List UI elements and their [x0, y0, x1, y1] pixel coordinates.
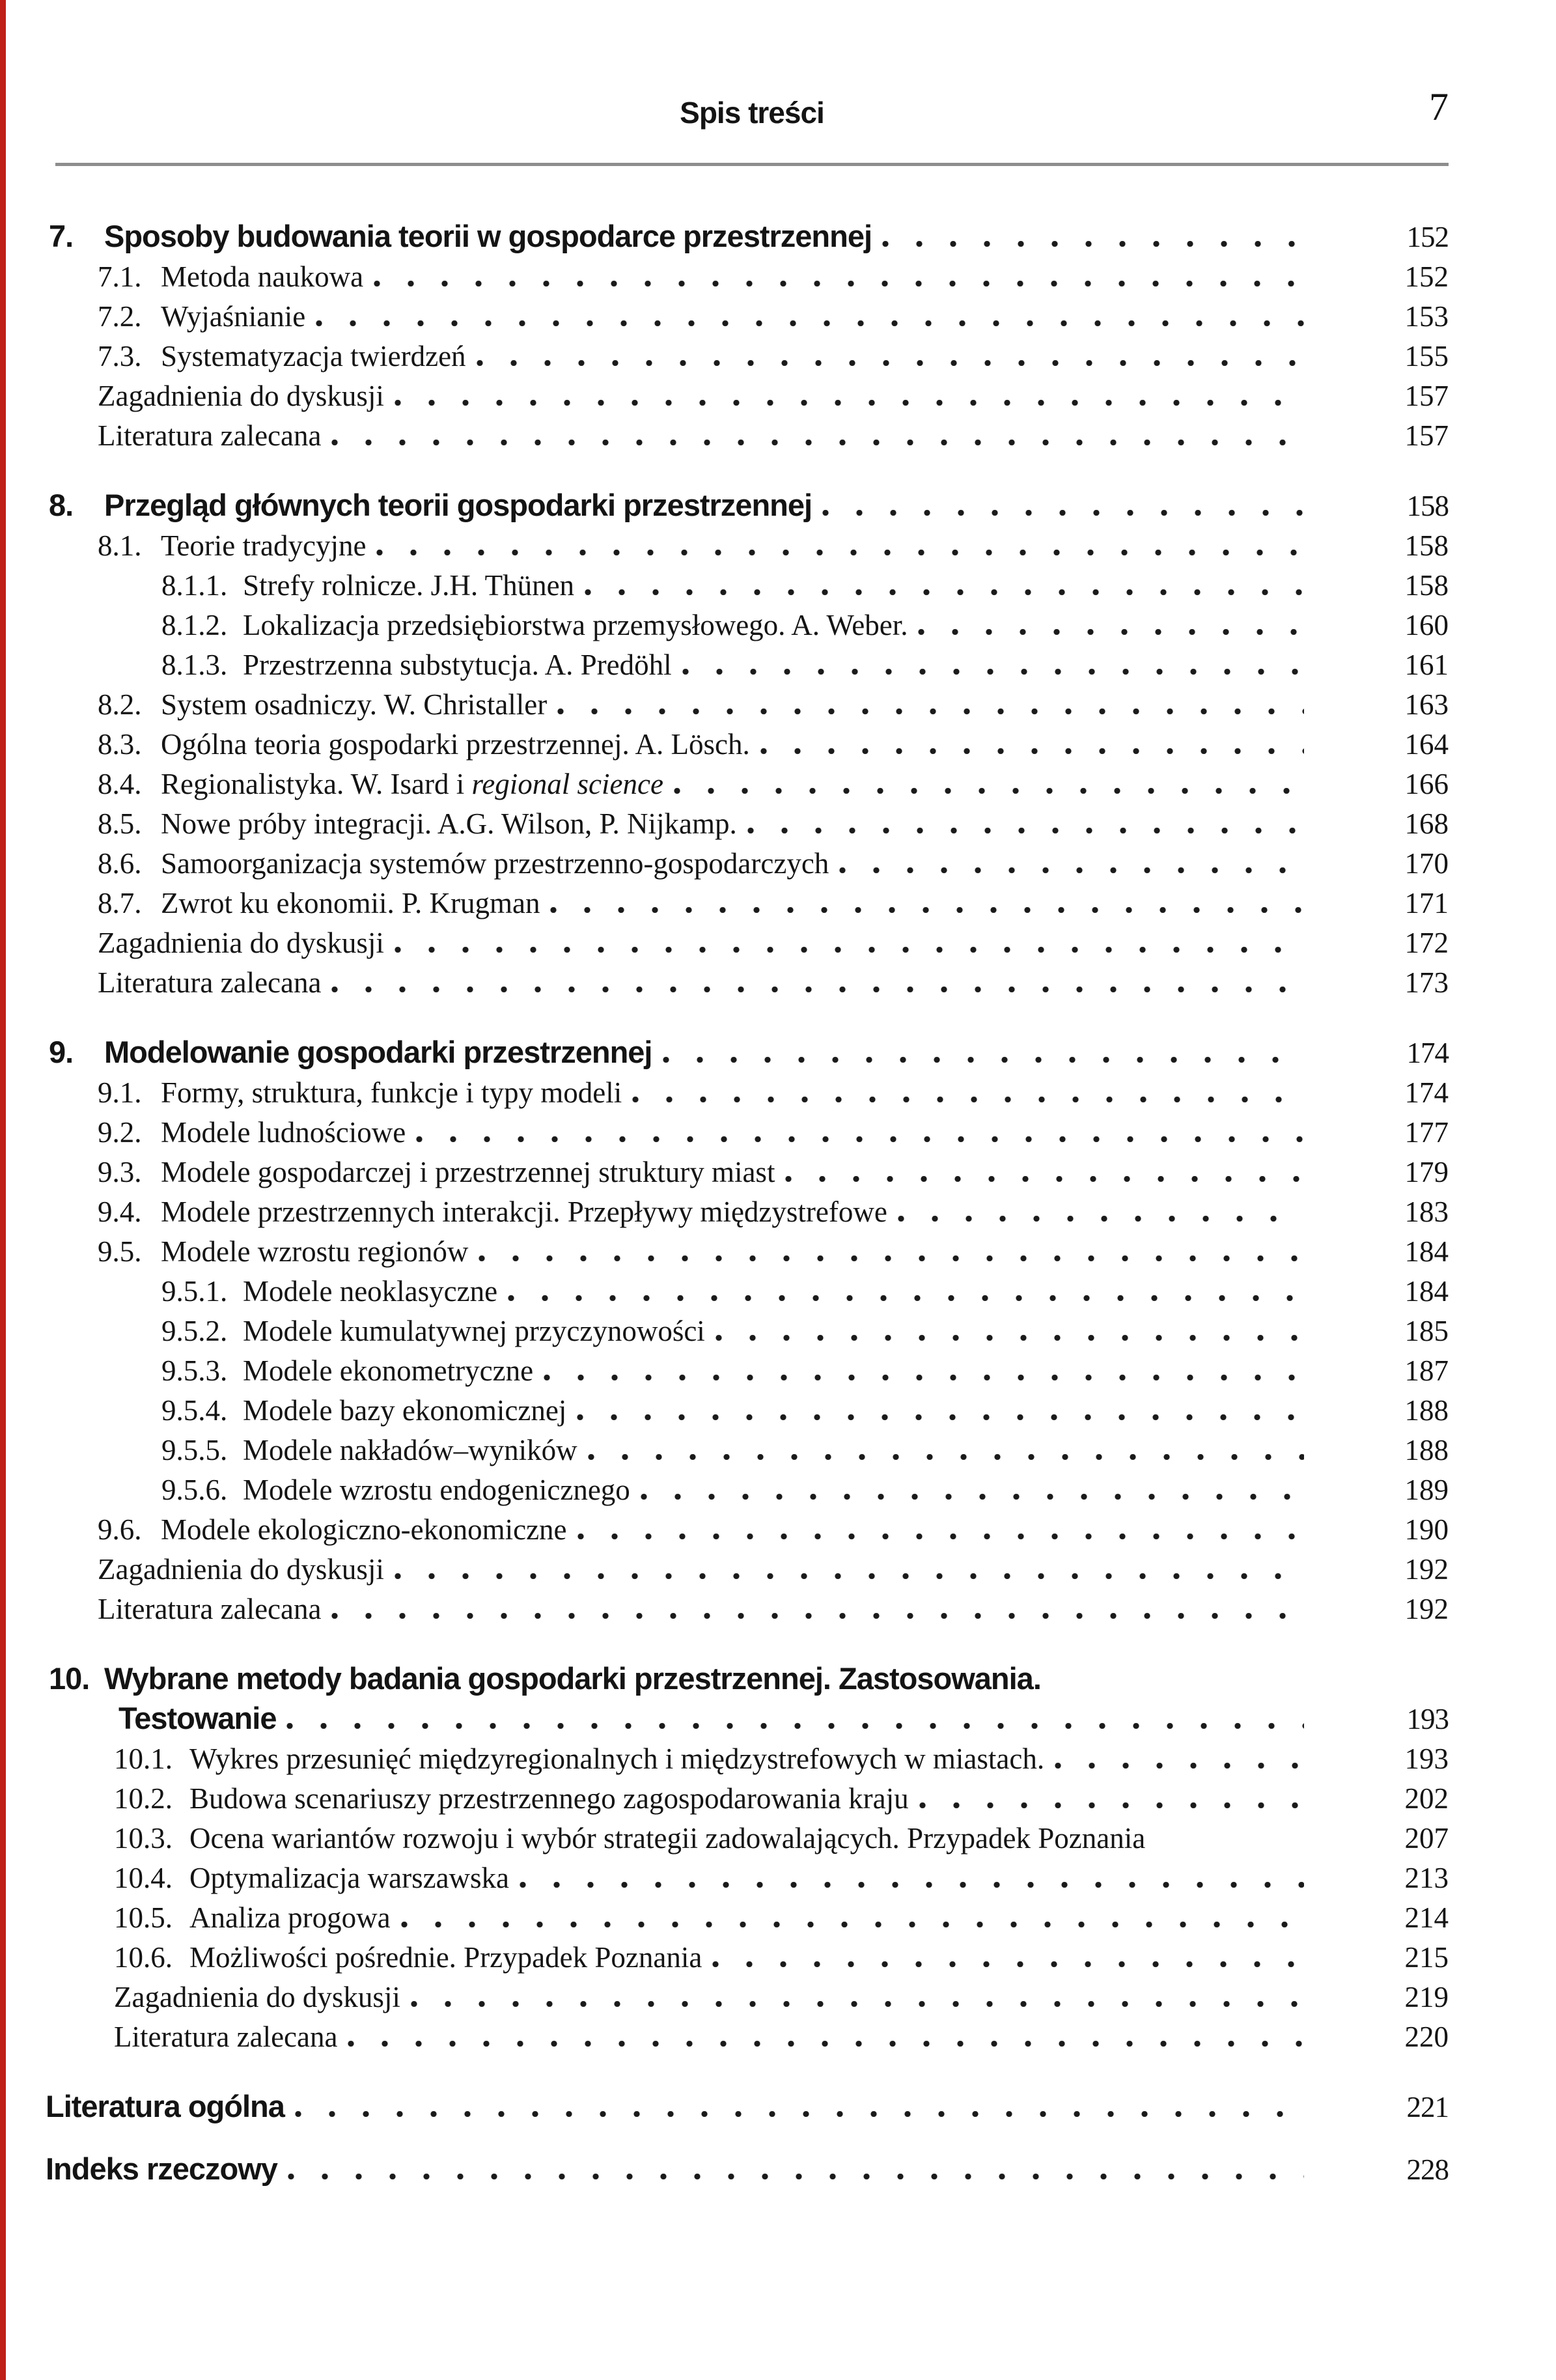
entry-label: Modele ekologiczno-ekonomiczne [161, 1513, 567, 1546]
entry-number: 10.4. [114, 1862, 173, 1894]
toc-row [0, 1032, 1449, 1073]
entry-label: Metoda naukowa [161, 260, 364, 293]
entry-page-number: 158 [1404, 569, 1449, 602]
entry-page-number: 184 [1404, 1275, 1449, 1308]
toc-row [0, 1898, 1449, 1938]
leader-dots [839, 867, 1304, 873]
toc-row [0, 1153, 1449, 1192]
leader-dots [477, 360, 1304, 366]
entry-page-number: 173 [1404, 966, 1449, 999]
toc-row [0, 526, 1449, 566]
entry-label: Modele nakładów–wyników [243, 1434, 577, 1466]
toc-row [0, 2017, 1449, 2057]
toc-row [0, 1550, 1449, 1589]
entry-page-number: 158 [1406, 490, 1449, 522]
leader-dots [882, 241, 1304, 247]
toc-row [0, 1232, 1449, 1272]
leader-dots [401, 1922, 1304, 1927]
leader-dots [508, 1295, 1304, 1301]
entry-number: 7. [49, 219, 74, 253]
entry-label: Przegląd głównych teorii gospodarki przestrzennej [104, 488, 813, 522]
entry-label: Systematyzacja twierdzeń [161, 340, 466, 372]
entry-number: 9. [49, 1035, 74, 1069]
toc-row [0, 844, 1449, 884]
leader-dots [715, 1335, 1304, 1341]
leader-dots [395, 1573, 1304, 1579]
leader-dots [785, 1176, 1304, 1182]
table-of-contents [0, 216, 1449, 2190]
entry-number: 9.4. [98, 1196, 142, 1228]
entry-label: Modele bazy ekonomicznej [243, 1394, 567, 1427]
entry-page-number: 188 [1404, 1434, 1449, 1466]
entry-page-number: 213 [1404, 1862, 1449, 1894]
entry-page-number: 190 [1404, 1513, 1449, 1546]
entry-page-number: 152 [1404, 260, 1449, 293]
toc-row [0, 1858, 1449, 1898]
toc-row [0, 1659, 1449, 1698]
leader-dots [550, 907, 1304, 913]
entry-label: Strefy rolnicze. J.H. Thünen [243, 569, 575, 602]
leader-dots [663, 1057, 1305, 1063]
entry-number: 8.1.1. [161, 569, 228, 602]
entry-number: 9.1. [98, 1076, 142, 1109]
toc-row [0, 1779, 1449, 1819]
toc-section [0, 216, 1449, 456]
entry-page-number: 163 [1404, 688, 1449, 721]
entry-page-number: 193 [1406, 1703, 1449, 1735]
entry-page-number: 221 [1406, 2091, 1449, 2123]
entry-label: Lokalizacja przedsiębiorstwa przemysłowego. A. Weber. [243, 609, 908, 641]
leader-dots [348, 2041, 1304, 2047]
toc-row [0, 804, 1449, 844]
leader-dots [760, 748, 1304, 754]
leader-dots [331, 440, 1304, 445]
entry-label: Zwrot ku ekonomii. P. Krugman [161, 887, 540, 919]
entry-label: Modele neoklasyczne [243, 1275, 498, 1308]
leader-dots [747, 828, 1304, 833]
entry-page-number: 193 [1404, 1743, 1449, 1775]
toc-row [0, 1113, 1449, 1153]
entry-page-number: 166 [1404, 768, 1449, 800]
entry-page-number: 161 [1404, 649, 1449, 681]
leader-dots [395, 947, 1304, 953]
entry-page-number: 153 [1404, 300, 1449, 333]
toc-row [0, 376, 1449, 416]
leader-dots [918, 629, 1304, 635]
entry-number: 10. [49, 1661, 90, 1696]
leader-dots [331, 987, 1304, 992]
toc-row [0, 1470, 1449, 1510]
entry-page-number: 192 [1404, 1593, 1449, 1625]
leader-dots [588, 1454, 1304, 1460]
leader-dots [316, 320, 1304, 326]
entry-page-number: 215 [1404, 1941, 1449, 1974]
entry-label: Modele kumulatywnej przyczynowości [243, 1315, 705, 1347]
entry-label: Indeks rzeczowy [46, 2151, 277, 2186]
entry-number: 8.5. [98, 807, 142, 840]
entry-page-number: 185 [1404, 1315, 1449, 1347]
toc-row [0, 645, 1449, 685]
header-page-number: 7 [1429, 85, 1449, 128]
entry-number: 9.5.4. [161, 1394, 228, 1427]
toc-row [0, 337, 1449, 376]
entry-number: 9.5.5. [161, 1434, 228, 1466]
entry-number: 8.1.3. [161, 649, 228, 681]
entry-label: Budowa scenariuszy przestrzennego zagospodarowania kraju [189, 1782, 909, 1815]
toc-row [0, 1311, 1449, 1351]
entry-page-number: 152 [1406, 221, 1449, 253]
leader-dots [712, 1961, 1304, 1967]
toc-row [0, 725, 1449, 764]
entry-label: Regionalistyka. W. Isard i regional science [161, 768, 663, 800]
toc-row [0, 1698, 1449, 1739]
entry-label: Literatura zalecana [114, 2021, 338, 2053]
entry-label: Ogólna teoria gospodarki przestrzennej. A. Lösch. [161, 728, 750, 761]
toc-row [0, 1351, 1449, 1391]
entry-label: Literatura zalecana [98, 1593, 322, 1625]
entry-number: 7.1. [98, 260, 142, 293]
toc-row [0, 1192, 1449, 1232]
entry-page-number: 174 [1406, 1037, 1449, 1069]
entry-page-number: 202 [1404, 1782, 1449, 1815]
toc-row [0, 216, 1449, 257]
entry-label: Modele ludnościowe [161, 1116, 406, 1149]
toc-row [0, 297, 1449, 337]
entry-number: 9.5.3. [161, 1354, 228, 1387]
entry-page-number: 179 [1404, 1156, 1449, 1188]
leader-dots [1055, 1763, 1304, 1769]
entry-number: 8.7. [98, 887, 142, 919]
entry-number: 10.5. [114, 1901, 173, 1934]
entry-number: 9.2. [98, 1116, 142, 1149]
entry-number: 8.1. [98, 529, 142, 562]
toc-row [0, 1073, 1449, 1113]
toc-row [0, 764, 1449, 804]
entry-page-number: 155 [1404, 340, 1449, 372]
entry-page-number: 207 [1404, 1822, 1449, 1855]
entry-page-number: 220 [1404, 2021, 1449, 2053]
entry-label: Wybrane metody badania gospodarki przestrzennej. Zastosowania. [104, 1661, 1041, 1696]
entry-number: 10.6. [114, 1941, 173, 1974]
entry-page-number: 157 [1404, 380, 1449, 412]
entry-page-number: 177 [1404, 1116, 1449, 1149]
leader-dots [395, 400, 1304, 406]
entry-label: Literatura ogólna [46, 2089, 285, 2123]
leader-dots [682, 669, 1304, 675]
leader-dots [374, 281, 1304, 287]
entry-label: Teorie tradycyjne [161, 529, 367, 562]
entry-number: 8.6. [98, 847, 142, 880]
entry-label: Zagadnienia do dyskusji [114, 1981, 400, 2013]
entry-page-number: 160 [1404, 609, 1449, 641]
entry-label: Ocena wariantów rozwoju i wybór strategii zadowalających. Przypadek Poznania [189, 1822, 1146, 1855]
entry-page-number: 192 [1404, 1553, 1449, 1586]
entry-page-number: 174 [1404, 1076, 1449, 1109]
entry-label: Testowanie [118, 1701, 277, 1735]
scan-edge-artifact [0, 0, 6, 2380]
entry-page-number: 228 [1406, 2153, 1449, 2186]
toc-row [0, 2086, 1449, 2127]
entry-label: Modele ekonometryczne [243, 1354, 534, 1387]
entry-label: Przestrzenna substytucja. A. Predöhl [243, 649, 672, 681]
entry-label: Sposoby budowania teorii w gospodarce przestrzennej [104, 219, 872, 253]
leader-dots [376, 550, 1304, 555]
leader-dots [919, 1802, 1304, 1808]
leader-dots [520, 1882, 1304, 1888]
entry-number: 10.1. [114, 1743, 173, 1775]
entry-number: 7.2. [98, 300, 142, 333]
entry-label: Literatura zalecana [98, 419, 322, 452]
leader-dots [577, 1414, 1304, 1420]
entry-number: 9.5.1. [161, 1275, 228, 1308]
toc-row [0, 1272, 1449, 1311]
entry-page-number: 187 [1404, 1354, 1449, 1387]
entry-page-number: 168 [1404, 807, 1449, 840]
entry-number: 9.5.6. [161, 1474, 228, 1506]
entry-label: Zagadnienia do dyskusji [98, 1553, 384, 1586]
entry-label: Analiza progowa [189, 1901, 391, 1934]
toc-section [0, 485, 1449, 1003]
entry-page-number: 183 [1404, 1196, 1449, 1228]
leader-dots [585, 589, 1304, 595]
entry-number: 9.6. [98, 1513, 142, 1546]
header-rule [55, 163, 1449, 166]
toc-row [0, 566, 1449, 606]
toc-row [0, 1978, 1449, 2017]
entry-page-number: 158 [1404, 529, 1449, 562]
entry-number: 8.3. [98, 728, 142, 761]
toc-row [0, 1589, 1449, 1629]
entry-number: 9.3. [98, 1156, 142, 1188]
leader-dots [557, 708, 1304, 714]
toc-row [0, 963, 1449, 1003]
page-title: Spis treści [680, 96, 824, 130]
entry-label: Wyjaśnianie [161, 300, 306, 333]
toc-row [0, 416, 1449, 456]
leader-dots [544, 1375, 1304, 1380]
entry-number: 7.3. [98, 340, 142, 372]
toc-row [0, 685, 1449, 725]
leader-dots [288, 2174, 1304, 2179]
toc-section [0, 1659, 1449, 2057]
entry-number: 8.4. [98, 768, 142, 800]
entry-label: Literatura zalecana [98, 966, 322, 999]
leader-dots [822, 510, 1304, 516]
entry-page-number: 157 [1404, 419, 1449, 452]
toc-row [0, 2149, 1449, 2190]
entry-label: Zagadnienia do dyskusji [98, 380, 384, 412]
entry-label: Modele wzrostu endogenicznego [243, 1474, 630, 1506]
entry-page-number: 164 [1404, 728, 1449, 761]
entry-label: Modelowanie gospodarki przestrzennej [104, 1035, 652, 1069]
entry-number: 8.2. [98, 688, 142, 721]
toc-row [0, 1819, 1449, 1858]
entry-page-number: 189 [1404, 1474, 1449, 1506]
toc-row [0, 1739, 1449, 1779]
toc-row [0, 923, 1449, 963]
leader-dots [411, 2001, 1304, 2007]
toc-row [0, 884, 1449, 923]
leader-dots [331, 1613, 1304, 1619]
toc-section [0, 2086, 1449, 2190]
entry-label: Modele przestrzennych interakcji. Przepływy międzystrefowe [161, 1196, 887, 1228]
leader-dots [898, 1216, 1304, 1222]
entry-page-number: 188 [1404, 1394, 1449, 1427]
entry-number: 9.5.2. [161, 1315, 228, 1347]
entry-label: Wykres przesunięć międzyregionalnych i międzystrefowych w miastach. [189, 1743, 1045, 1775]
entry-label: Modele gospodarczej i przestrzennej struktury miast [161, 1156, 775, 1188]
entry-label: Samoorganizacja systemów przestrzenno-gospodarczych [161, 847, 829, 880]
entry-label: Możliwości pośrednie. Przypadek Poznania [189, 1941, 702, 1974]
entry-page-number: 219 [1404, 1981, 1449, 2013]
entry-number: 9.5. [98, 1235, 142, 1268]
entry-label: Modele wzrostu regionów [161, 1235, 469, 1268]
entry-page-number: 170 [1404, 847, 1449, 880]
entry-label: Optymalizacja warszawska [189, 1862, 510, 1894]
toc-row [0, 606, 1449, 645]
toc-row [0, 257, 1449, 297]
toc-row [0, 1431, 1449, 1470]
entry-number: 8. [49, 488, 74, 522]
toc-row [0, 1938, 1449, 1978]
leader-dots [286, 1723, 1304, 1729]
entry-page-number: 214 [1404, 1901, 1449, 1934]
toc-row [0, 1510, 1449, 1550]
entry-label: Formy, struktura, funkcje i typy modeli [161, 1076, 622, 1109]
entry-label: System osadniczy. W. Christaller [161, 688, 548, 721]
entry-number: 10.3. [114, 1822, 173, 1855]
entry-page-number: 172 [1404, 927, 1449, 959]
toc-row [0, 485, 1449, 526]
leader-dots [295, 2111, 1304, 2117]
leader-dots [674, 788, 1304, 794]
entry-page-number: 184 [1404, 1235, 1449, 1268]
leader-dots [479, 1255, 1304, 1261]
toc-row [0, 1391, 1449, 1431]
page-header [55, 0, 1449, 163]
leader-dots [632, 1097, 1304, 1102]
leader-dots [641, 1494, 1304, 1500]
entry-label: Zagadnienia do dyskusji [98, 927, 384, 959]
entry-number: 10.2. [114, 1782, 173, 1815]
leader-dots [577, 1533, 1304, 1539]
toc-section [0, 1032, 1449, 1629]
entry-label: Nowe próby integracji. A.G. Wilson, P. Nijkamp. [161, 807, 737, 840]
entry-page-number: 171 [1404, 887, 1449, 919]
leader-dots [416, 1136, 1304, 1142]
entry-number: 8.1.2. [161, 609, 228, 641]
